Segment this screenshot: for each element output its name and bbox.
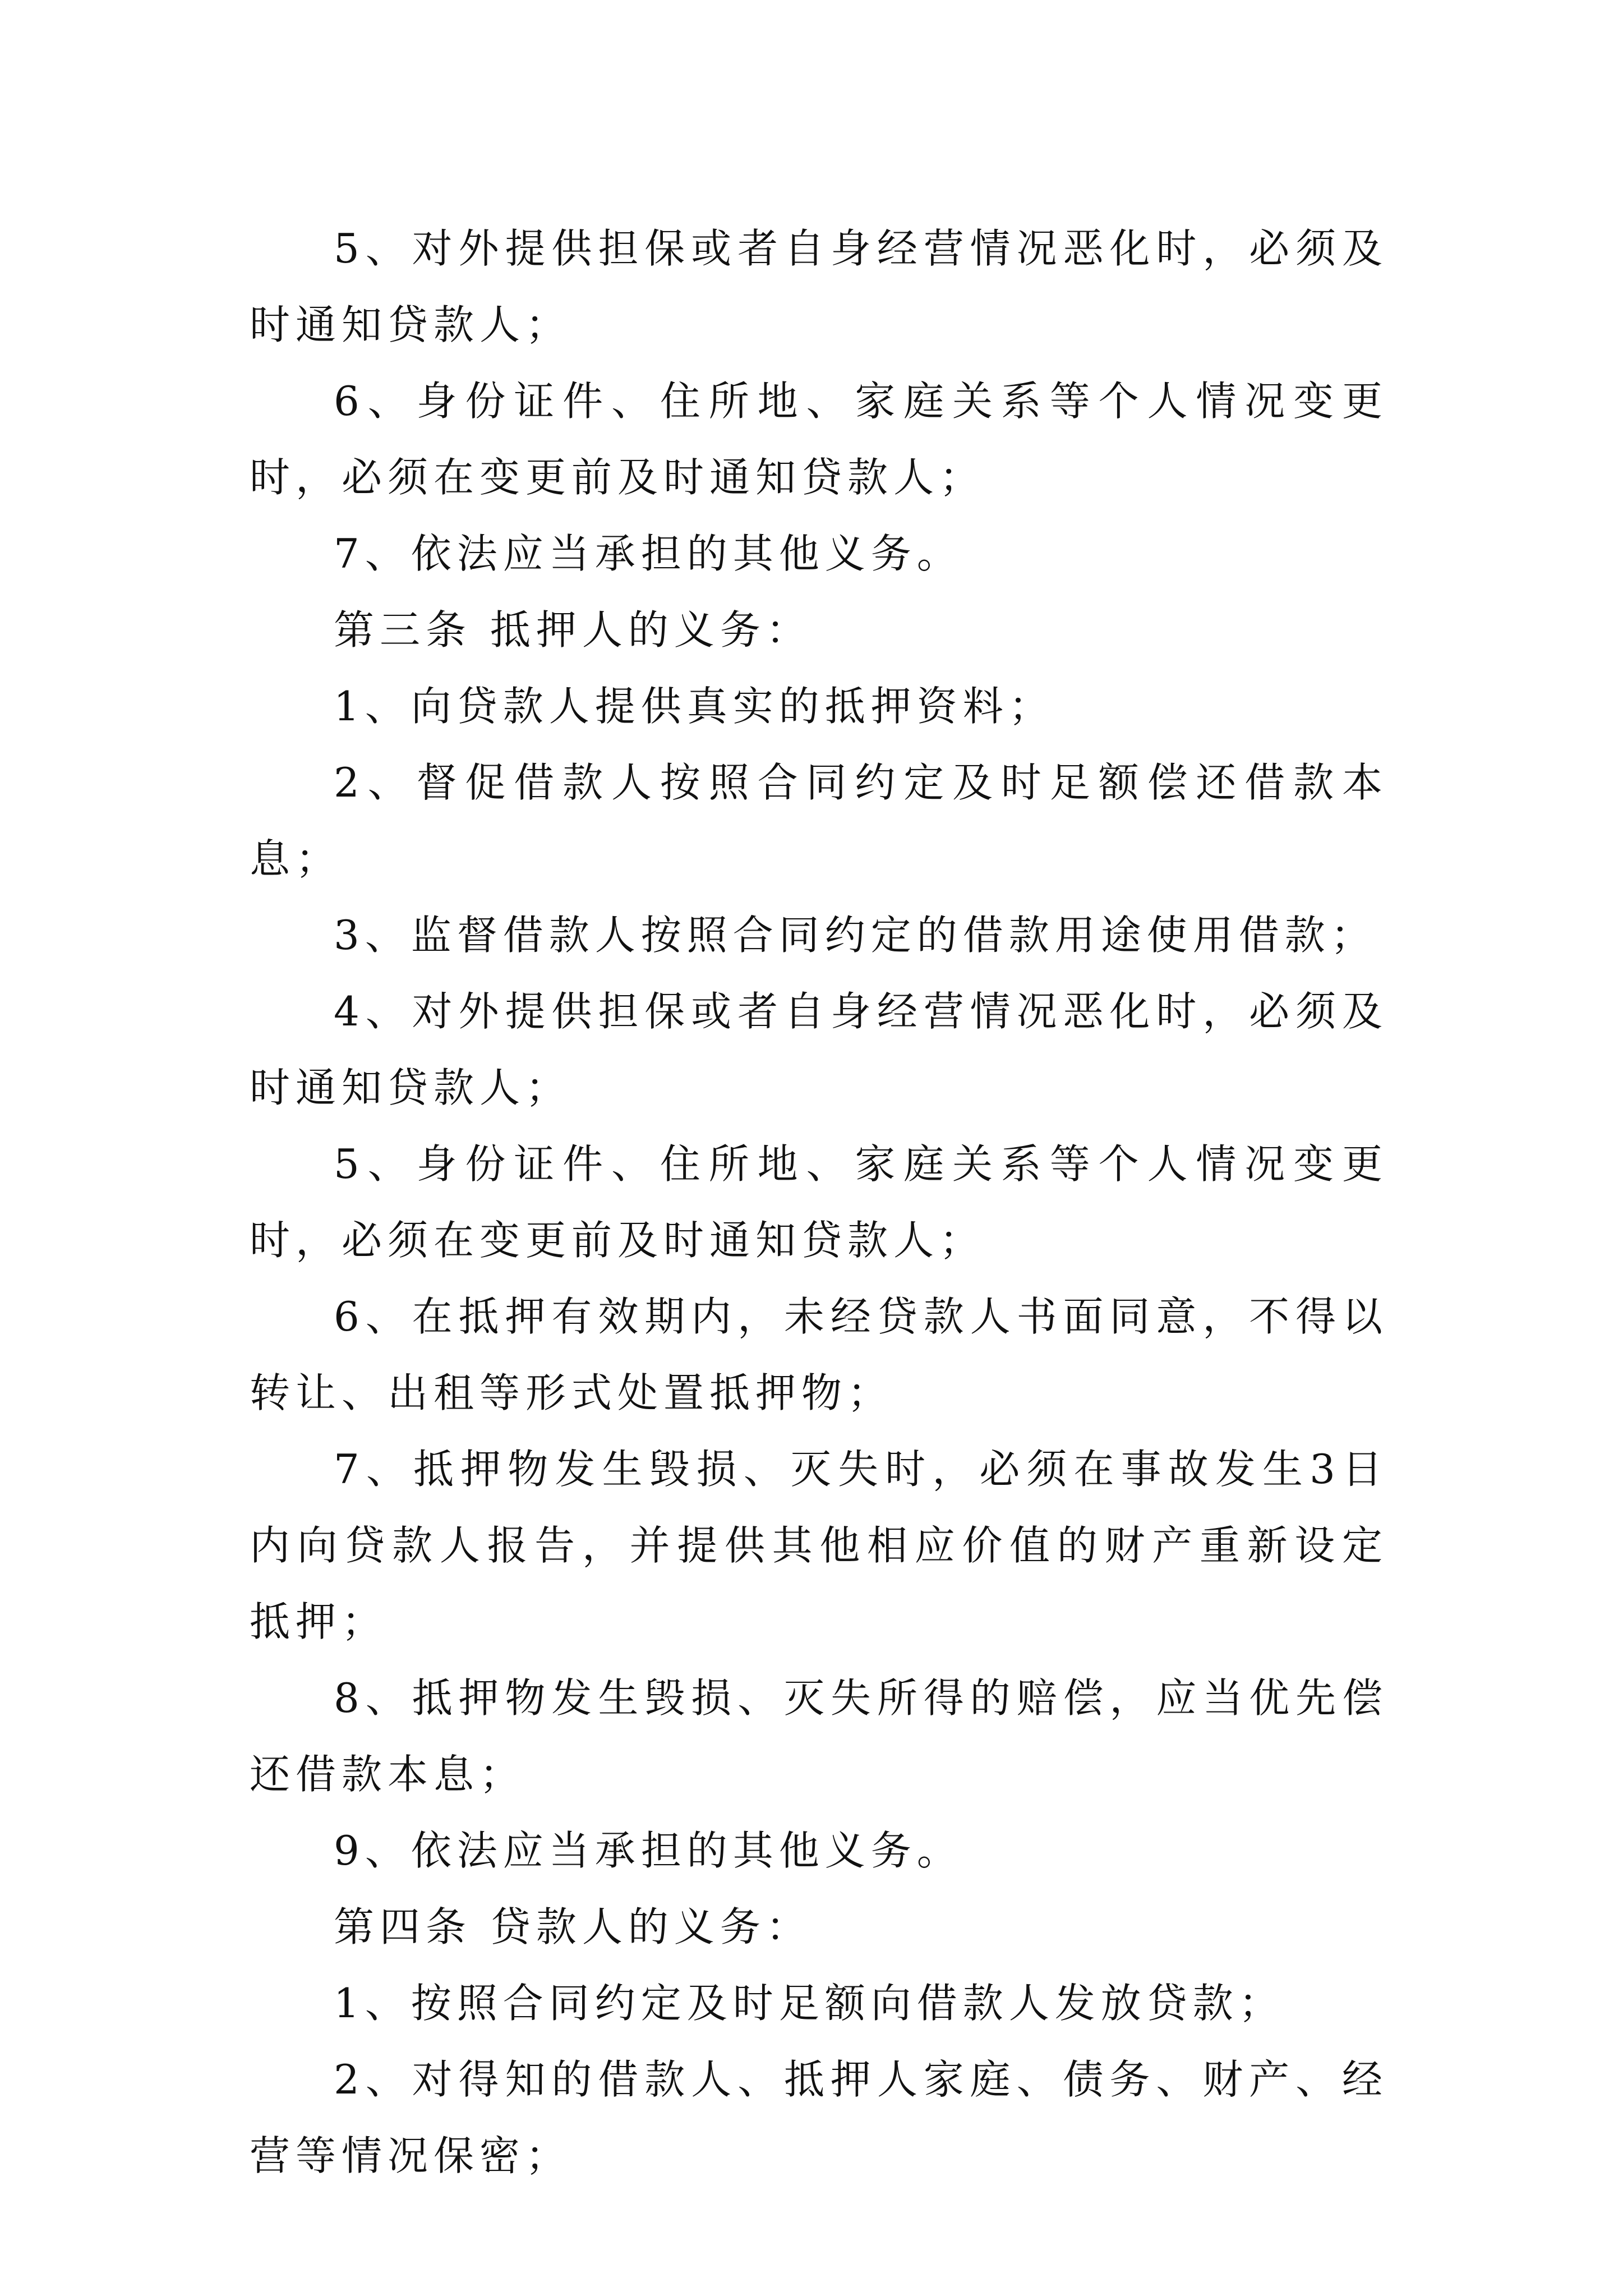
paragraph-mortgagor-2: 2、督促借款人按照合同约定及时足额偿还借款本息； [250,759,1388,882]
paragraph-lender-1: 1、按照合同约定及时足额向借款人发放贷款； [334,1980,1285,2027]
paragraph-lender-2: 2、对得知的借款人、抵押人家庭、债务、财产、经营等情况保密； [250,2056,1388,2179]
paragraph-borrower-7: 7、依法应当承担的其他义务。 [334,530,963,577]
paragraph-borrower-6: 6、身份证件、住所地、家庭关系等个人情况变更时，必须在变更前及时通知贷款人； [250,378,1388,501]
article-4-heading: 第四条 贷款人的义务： [334,1903,812,1950]
paragraph-mortgagor-6: 6、在抵押有效期内，未经贷款人书面同意，不得以转让、出租等形式处置抵押物； [250,1293,1388,1416]
paragraph-mortgagor-7: 7、抵押物发生毁损、灭失时，必须在事故发生3日内向贷款人报告，并提供其他相应价值的财产重新设定抵押； [250,1446,1388,1645]
paragraph-borrower-5: 5、对外提供担保或者自身经营情况恶化时，必须及时通知贷款人； [250,225,1388,348]
paragraph-mortgagor-3: 3、监督借款人按照合同约定的借款用途使用借款； [334,912,1377,959]
paragraph-mortgagor-8: 8、抵押物发生毁损、灭失所得的赔偿，应当优先偿还借款本息； [250,1674,1388,1798]
paragraph-mortgagor-1: 1、向贷款人提供真实的抵押资料； [334,683,1055,730]
paragraph-mortgagor-9: 9、依法应当承担的其他义务。 [334,1827,963,1874]
document-body [250,210,1388,2194]
paragraph-mortgagor-4: 4、对外提供担保或者自身经营情况恶化时，必须及时通知贷款人； [250,988,1388,1111]
paragraph-mortgagor-5: 5、身份证件、住所地、家庭关系等个人情况变更时，必须在变更前及时通知贷款人； [250,1140,1388,1264]
article-3-heading: 第三条 抵押人的义务： [334,606,812,654]
